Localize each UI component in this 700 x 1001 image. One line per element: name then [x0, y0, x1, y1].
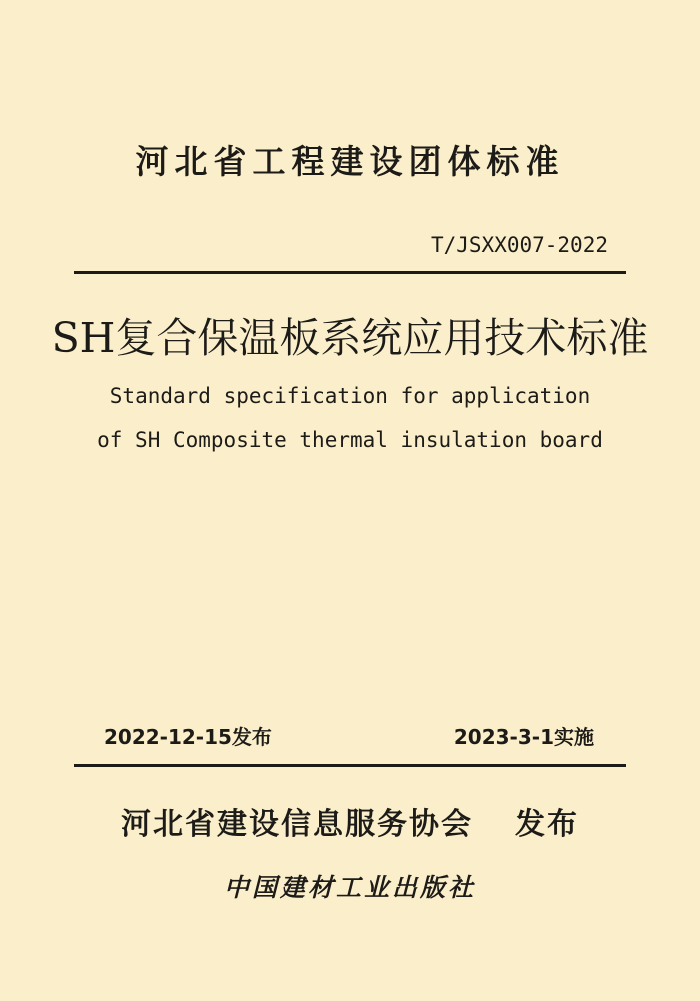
implementation-date: 2023-3-1实施 [453, 725, 594, 749]
top-divider [74, 271, 626, 274]
issuer-verb: 发布 [515, 807, 579, 842]
standard-number: T/JSXX007-2022 [430, 233, 608, 257]
english-title-line-1: Standard specification for application [109, 384, 591, 408]
chinese-title: SH复合保温板系统应用技术标准 [51, 314, 649, 362]
issuer-name: 河北省建设信息服务协会 [121, 807, 473, 842]
bottom-divider [74, 764, 626, 767]
organization-title: 河北省工程建设团体标准 [135, 142, 565, 181]
issuer-line [0, 803, 700, 847]
press-name: 中国建材工业出版社 [223, 873, 476, 902]
english-title-line-2: of SH Composite thermal insulation board [97, 428, 603, 452]
issue-date: 2022-12-15发布 [104, 725, 272, 749]
